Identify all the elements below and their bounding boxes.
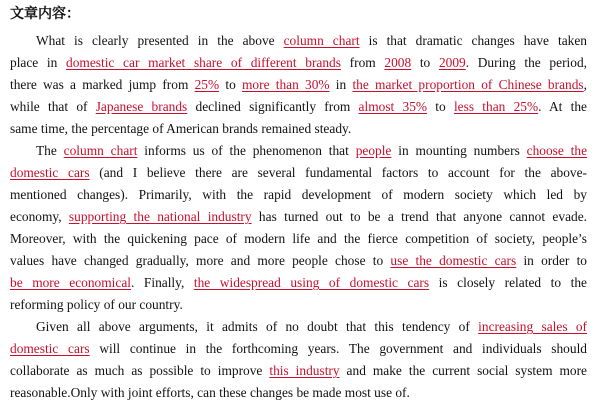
text-run: to (411, 55, 439, 70)
section-heading: 文章内容： (10, 6, 80, 22)
text-run: is that dramatic changes have taken (359, 33, 588, 48)
text-run: in mounting numbers (391, 143, 527, 158)
text-run: declined significantly from (187, 99, 359, 114)
text-line (10, 251, 587, 271)
highlight-phrase: supporting the national industry (68, 209, 252, 224)
text-run: values have changed gradually, more and more people chose to (10, 253, 391, 268)
text-line (10, 31, 587, 51)
text-run: there was a marked jump from (10, 77, 195, 92)
highlight-phrase: domestic car market share of different brands (66, 55, 341, 70)
text-run: economy, (10, 209, 69, 224)
text-line (10, 361, 587, 381)
highlight-phrase: 2008 (384, 55, 412, 70)
text-line (10, 119, 587, 139)
text-run: mentioned changes). Primarily, with the rapid development of modern society which led by (10, 187, 587, 202)
text-run: reforming policy of our country. (10, 297, 183, 312)
text-line (10, 383, 587, 403)
text-run: in (329, 77, 353, 92)
text-run: informs us of the phenomenon that (137, 143, 356, 158)
text-line (10, 163, 587, 183)
highlight-phrase: 25% (194, 77, 220, 92)
text-line (10, 185, 587, 205)
text-run: from (340, 55, 385, 70)
text-run: has turned out to be a trend that anyone cannot evade. (251, 209, 587, 224)
highlight-phrase: more than 30% (242, 77, 330, 92)
text-run: is closely related to the (429, 275, 587, 290)
highlight-phrase: the widespread using of domestic cars (193, 275, 430, 290)
highlight-phrase: column chart (283, 33, 360, 48)
text-run: place in (10, 55, 67, 70)
highlight-phrase: choose the (526, 143, 588, 158)
text-run: in order to (516, 253, 587, 268)
text-run: collaborate as much as possible to improve (10, 363, 270, 378)
highlight-phrase: be more economical (10, 275, 131, 290)
text-line (10, 317, 587, 337)
text-run: . Finally, (131, 275, 194, 290)
text-line (10, 53, 587, 73)
text-run: same time, the percentage of American brands remained steady. (10, 121, 352, 136)
text-run: to (219, 77, 243, 92)
text-run: , (583, 77, 587, 92)
text-line (10, 141, 587, 161)
highlight-phrase: people (355, 143, 392, 158)
text-run: . During the period, (465, 55, 587, 70)
text-line (10, 295, 587, 315)
text-line (10, 273, 587, 293)
text-line (10, 339, 587, 359)
highlight-phrase: less than 25% (453, 99, 539, 114)
highlight-phrase: use the domestic cars (390, 253, 517, 268)
highlight-phrase: 2009 (438, 55, 466, 70)
text-run: Given all above arguments, it admits of no doubt that this tendency of (36, 319, 479, 334)
highlight-phrase: Japanese brands (95, 99, 188, 114)
text-line (10, 75, 587, 95)
highlight-phrase: the market proportion of Chinese brands (352, 77, 584, 92)
text-line (10, 229, 587, 249)
text-run: while that of (10, 99, 96, 114)
text-run: and make the current social system more (339, 363, 587, 378)
text-line (10, 207, 587, 227)
text-run: (and I believe there are several fundamental factors to account for the above- (89, 165, 588, 180)
text-run: will continue in the forthcoming years. The government and individuals should (89, 341, 587, 356)
highlight-phrase: increasing sales of (478, 319, 587, 334)
text-run: The (36, 143, 64, 158)
highlight-phrase: domestic cars (10, 341, 90, 356)
text-run: to (427, 99, 454, 114)
highlight-phrase: this industry (269, 363, 340, 378)
text-run: Moreover, with the quickening pace of modern life and the fierce competition of society, people’s (10, 231, 587, 246)
text-run: What is clearly presented in the above (36, 33, 284, 48)
text-line (10, 97, 587, 117)
highlight-phrase: domestic cars (10, 165, 90, 180)
text-run: reasonable.Only with joint efforts, can these changes be made most use of. (10, 385, 410, 400)
text-run: . At the (538, 99, 587, 114)
highlight-phrase: almost 35% (358, 99, 428, 114)
highlight-phrase: column chart (63, 143, 138, 158)
